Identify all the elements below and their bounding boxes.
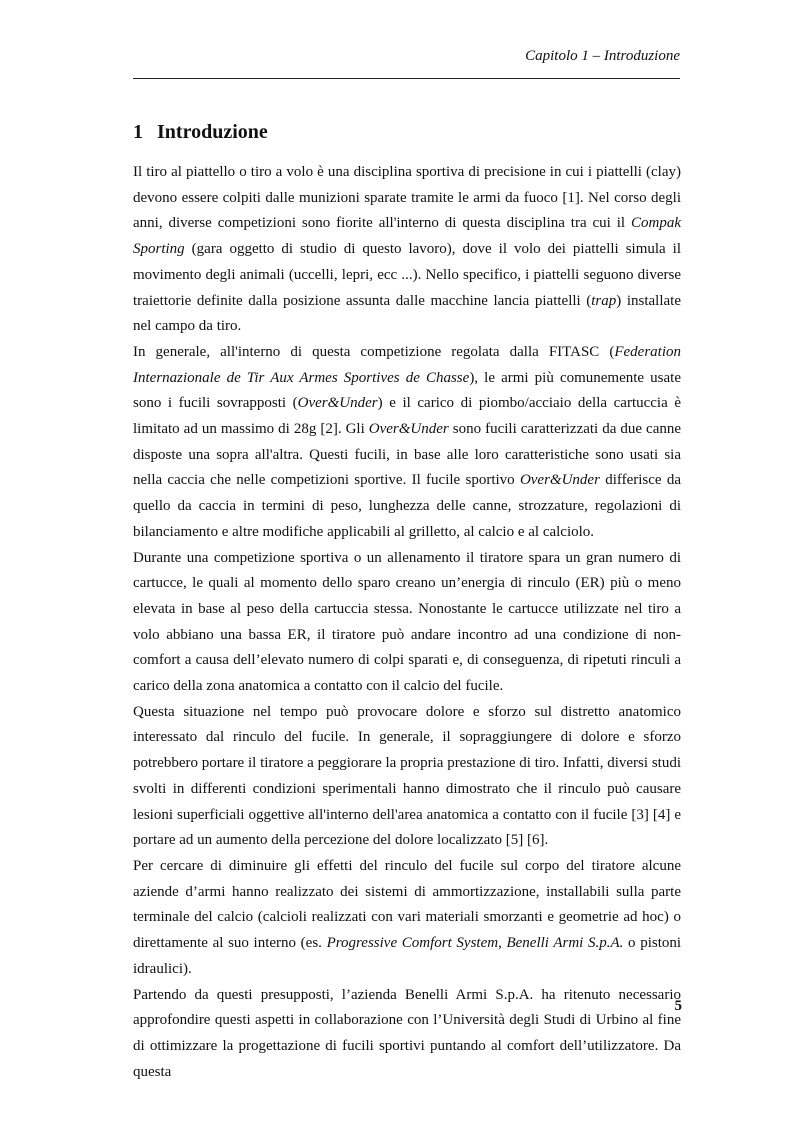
italic-term: Federation Internazionale de Tir Aux Armes Sportives de Chasse xyxy=(133,343,681,386)
text-run: Questa situazione nel tempo può provocare dolore e sforzo sul distretto anatomico interessato dal rinculo del fucile. In generale, il sopraggiungere di dolore e sforzo potrebbero portare il tiratore a peggiorare la propria prestazione di tiro. Infatti, diversi studi svolti in differenti condizioni sperimentali hanno dimostrato che il rinculo può causare lesioni superficiali oggettive all'interno dell'area anatomica a contatto con il fucile [3] [4] e portare ad un aumento della percezione del dolore localizzato [5] [6]. xyxy=(133,703,681,849)
paragraph xyxy=(133,854,681,983)
text-run: (gara oggetto di studio di questo lavoro), dove il volo dei piattelli simula il movimento degli animali (uccelli, lepri, ecc ...). Nello specifico, i piattelli seguono diverse traiettorie definite dalla posizione assunta dalle macchine lancia piattelli ( xyxy=(133,241,681,309)
text-run: Per cercare di diminuire gli effetti del rinculo del fucile sul corpo del tiratore alcune aziende d’armi hanno realizzato dei sistemi di ammortizzazione, installabili sulla parte terminale del calcio (calcioli realizzati con vari materiali smorzanti e geometrie ad hoc) o direttamente al suo interno (es. xyxy=(133,857,681,952)
italic-term: Over&Under xyxy=(368,421,449,438)
paragraph xyxy=(133,700,681,854)
text-run: ), le armi più comunemente usate sono i fucili sovrapposti ( xyxy=(133,369,681,412)
text-run: , xyxy=(498,935,507,952)
chapter-heading xyxy=(133,119,268,145)
text-run: In generale, all'interno di questa competizione regolata dalla FITASC ( xyxy=(133,343,615,360)
text-run: Durante una competizione sportiva o un allenamento il tiratore spara un gran numero di cartucce, le quali al momento dello sparo creano un’energia di rinculo (ER) più o meno elevata in base al peso della cartuccia stessa. Nonostante le cartucce utilizzate nel tiro a volo abbiano una bassa ER, il tiratore può andare incontro ad una condizione di non-comfort a causa dell’elevato numero di colpi sparati e, di conseguenza, di ripetuti rinculi a carico della zona anatomica a contatto con il calcio del fucile. xyxy=(133,549,681,695)
paragraph xyxy=(133,340,681,546)
text-run: ) installate nel campo da tiro. xyxy=(133,292,681,335)
chapter-title: Introduzione xyxy=(157,121,268,143)
body-text xyxy=(133,160,681,1085)
italic-term: Over&Under xyxy=(297,395,378,412)
text-run: o pistoni idraulici). xyxy=(133,935,682,977)
paragraph xyxy=(133,983,681,1086)
text-run: ) e il carico di piombo/acciaio della cartuccia è limitato ad un massimo di 28g [2]. Gli xyxy=(133,395,681,438)
text-run: sono fucili caratterizzati da due canne disposte una sopra all'altra. Questi fucili, in base alle loro caratteristiche sono usati sia nella caccia che nelle competizioni sportive. Il fucile sportivo xyxy=(133,421,682,489)
text-run: Il tiro al piattello o tiro a volo è una disciplina sportiva di precisione in cui i piattelli (clay) devono essere colpiti dalle munizioni sparate tramite le armi da fuoco [1]. Nel corso degli anni, diverse competizioni sono fiorite all'interno di questa disciplina tra cui il xyxy=(133,164,681,232)
text-run: differisce da quello da caccia in termini di peso, lunghezza delle canne, strozzature, regolazioni di bilanciamento e altre modifiche applicabili al grilletto, al calcio e al calciolo. xyxy=(133,472,681,540)
chapter-number: 1 xyxy=(133,121,143,143)
header-divider xyxy=(133,78,680,79)
text-run: Partendo da questi presupposti, l’azienda Benelli Armi S.p.A. ha ritenuto necessario approfondire questi aspetti in collaborazione con l’Università degli Studi di Urbino al fine di ottimizzare la progettazione di fucili sportivi puntando al comfort dell’utilizzatore. Da questa xyxy=(133,986,681,1080)
italic-term: Over&Under xyxy=(519,472,600,489)
italic-term: trap xyxy=(591,292,617,309)
italic-term: Progressive Comfort System xyxy=(326,935,499,952)
paragraph xyxy=(133,160,681,340)
italic-term: Benelli Armi S.p.A. xyxy=(506,935,624,952)
italic-term: Compak Sporting xyxy=(133,215,681,258)
running-header: Capitolo 1 – Introduzione xyxy=(525,48,680,64)
page-number: 5 xyxy=(674,998,682,1014)
paragraph xyxy=(133,546,681,700)
